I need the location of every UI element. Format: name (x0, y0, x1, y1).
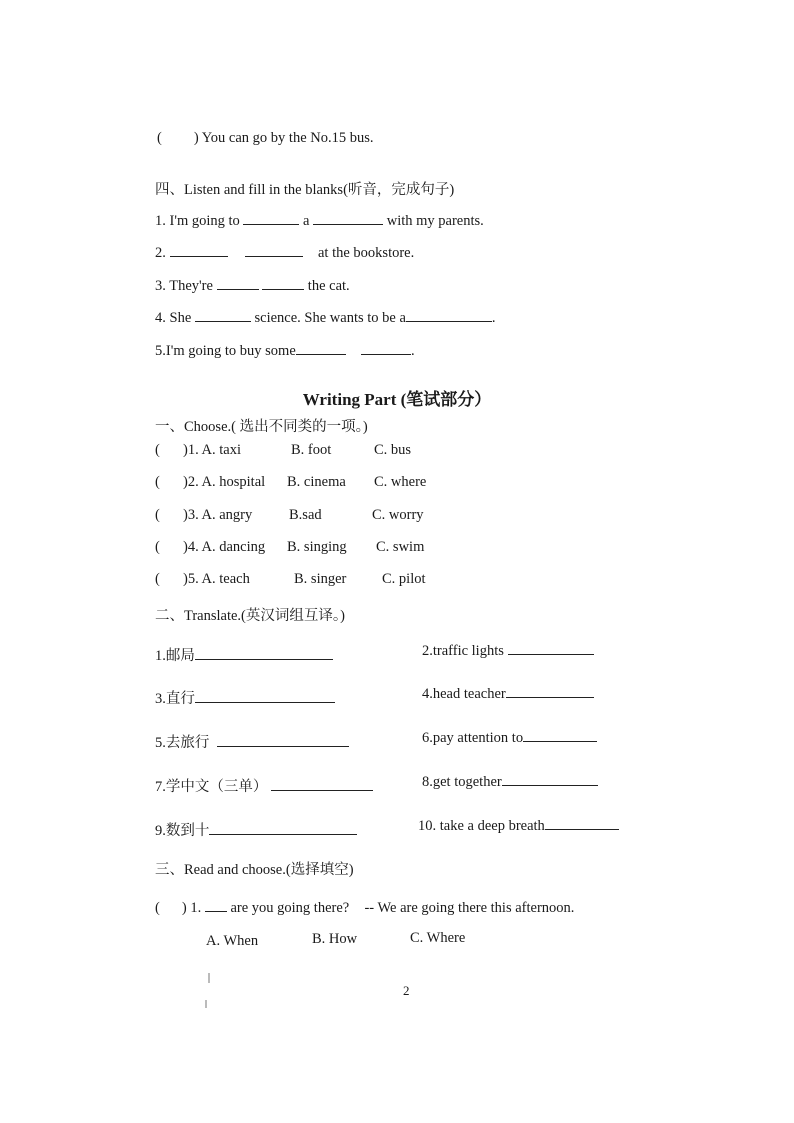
answer-blank[interactable] (296, 340, 346, 355)
translate-item-3 (155, 687, 335, 708)
fill-item-text: a (303, 213, 310, 229)
answer-blank[interactable] (217, 275, 259, 290)
fill-item-4 (155, 307, 496, 327)
answer-paren-open[interactable]: ( (155, 507, 160, 523)
question-text: You can go by the No.15 bus. (201, 130, 374, 146)
answer-blank[interactable] (245, 242, 303, 257)
fill-item-1 (155, 210, 484, 230)
answer-blank[interactable] (523, 727, 597, 742)
option-b: B. singing (287, 539, 347, 555)
answer-blank[interactable] (271, 776, 373, 791)
option-b: B. How (312, 931, 358, 947)
question-text: are you going there? (230, 900, 350, 916)
option-a: )3. A. angry (183, 507, 253, 523)
translate-item-8 (422, 771, 598, 791)
scan-mark (205, 1000, 207, 1008)
option-a: )2. A. hospital (183, 474, 266, 490)
answer-blank[interactable] (195, 688, 335, 703)
answer-blank[interactable] (406, 307, 492, 322)
option-b: B. foot (291, 442, 332, 458)
fill-item-5 (155, 340, 415, 360)
answer-blank[interactable] (262, 275, 304, 290)
option-c: C. bus (374, 442, 412, 458)
translate-label: 9.数到十 (155, 823, 210, 839)
option-c: C. where (374, 474, 427, 490)
answer-blank[interactable] (195, 307, 251, 322)
translate-label: 7.学中文（三单） (155, 779, 268, 795)
answer-paren-open[interactable]: ( (155, 474, 160, 490)
option-b: B. singer (294, 571, 347, 587)
answer-blank[interactable] (502, 771, 598, 786)
answer-paren-close: ) (193, 130, 199, 146)
fill-item-text: at the bookstore. (318, 245, 415, 261)
answer-blank[interactable] (217, 732, 349, 747)
section-heading-listen: 四、Listen and fill in the blanks(听音，完成句子) (155, 182, 455, 198)
translate-label: 4.head teacher (422, 686, 506, 702)
fill-item-3 (155, 275, 350, 295)
translate-label: 8.get together (422, 774, 502, 790)
section-heading-read: 三、Read and choose.(选择填空) (155, 862, 354, 878)
answer-paren-open: ( (155, 900, 160, 916)
translate-item-9 (155, 819, 357, 840)
fill-item-text: science. She wants to be a (254, 310, 406, 326)
fill-item-2 (155, 242, 414, 262)
option-c: C. swim (376, 539, 425, 555)
answer-blank[interactable] (506, 683, 594, 698)
translate-item-5 (155, 731, 349, 752)
translate-item-10 (418, 815, 619, 835)
fill-item-text: with my parents. (386, 213, 484, 229)
translate-label: 2.traffic lights (422, 643, 504, 659)
answer-blank[interactable] (209, 820, 357, 835)
translate-item-2 (422, 640, 594, 660)
question-number: 1. (190, 900, 202, 916)
answer-paren-close: ) (181, 900, 187, 916)
translate-label: 1.邮局 (155, 648, 195, 664)
answer-paren-open[interactable]: ( (155, 539, 160, 555)
answer-blank[interactable] (508, 640, 594, 655)
question-response: -- We are going there this afternoon. (364, 900, 575, 916)
option-c: C. worry (372, 507, 424, 523)
option-a: A. When (206, 933, 259, 949)
fill-item-text: the cat. (307, 278, 350, 294)
fill-item-text: . (491, 310, 496, 326)
translate-item-6 (422, 727, 597, 747)
option-b: B. cinema (287, 474, 346, 490)
answer-blank[interactable] (243, 210, 299, 225)
answer-blank[interactable] (545, 815, 619, 830)
translate-label: 5.去旅行 (155, 735, 210, 751)
option-b: B.sad (289, 507, 322, 523)
answer-blank[interactable] (361, 340, 411, 355)
answer-paren-open[interactable]: ( (155, 571, 160, 587)
answer-blank[interactable] (313, 210, 383, 225)
option-a: )5. A. teach (183, 571, 250, 587)
translate-label: 6.pay attention to (422, 730, 524, 746)
scan-mark (208, 973, 210, 983)
option-c: C. pilot (382, 571, 426, 587)
fill-item-text: 2. (155, 245, 166, 261)
fill-item-text: . (411, 343, 415, 359)
section-heading-translate: 二、Translate.(英汉词组互译。) (155, 608, 345, 624)
fill-item-text: 1. I'm going to (155, 213, 240, 229)
read-question-1 (155, 897, 574, 917)
answer-paren-open[interactable]: ( (155, 442, 160, 458)
answer-blank[interactable] (170, 242, 228, 257)
option-a: )4. A. dancing (183, 539, 266, 555)
option-a: )1. A. taxi (183, 442, 241, 458)
translate-item-7 (155, 775, 373, 796)
fill-item-text: 5.I'm going to buy some (155, 343, 296, 359)
section-heading-choose: 一、Choose.( 选出不同类的一项。) (155, 419, 368, 435)
answer-paren-open: ( (157, 130, 162, 146)
translate-label: 10. take a deep breath (418, 818, 545, 834)
question-line (157, 130, 374, 147)
page-number: 2 (403, 983, 410, 998)
translate-item-4 (422, 683, 594, 703)
answer-blank[interactable] (205, 897, 227, 912)
fill-item-text: 3. They're (155, 278, 213, 294)
writing-part-title: Writing Part (笔试部分） (302, 390, 492, 409)
translate-label: 3.直行 (155, 691, 195, 707)
answer-blank[interactable] (195, 645, 333, 660)
fill-item-text: 4. She (155, 310, 192, 326)
translate-item-1 (155, 644, 333, 665)
option-c: C. Where (410, 930, 466, 946)
